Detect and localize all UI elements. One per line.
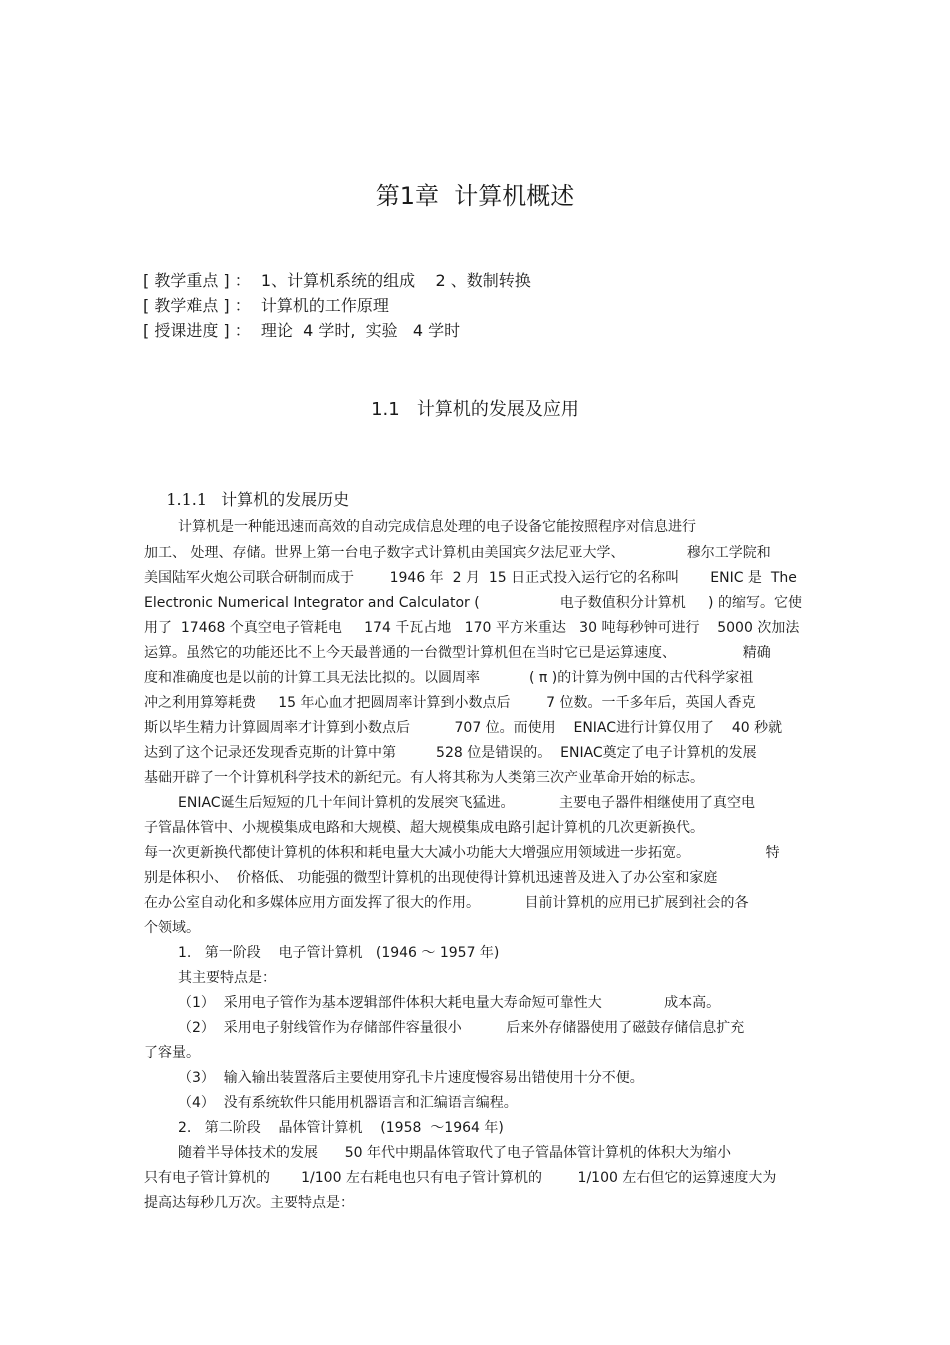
body-line: 随着半导体技术的发展 50 年代中期晶体管取代了电子管晶体管计算机的体积大为缩小 <box>178 1145 731 1161</box>
teaching-key-points: [ 教学重点 ] ： 1、计算机系统的组成 2 、数制转换 <box>143 271 531 290</box>
body-line: 子管晶体管中、小规模集成电路和大规模、超大规模集成电路引起计算机的几次更新换代。 <box>144 820 704 836</box>
subsection-number: 1.1.1 <box>166 490 208 509</box>
body-line: 只有电子管计算机的 1/100 左右耗电也只有电子管计算机的 1/100 左右但它的运算速度大为 <box>144 1170 777 1186</box>
body-line: Electronic Numerical Integrator and Calculator ( 电子数值积分计算机 ) 的缩写。它使 <box>144 595 802 611</box>
subsection-title: 计算机的发展历史 <box>221 490 350 509</box>
chapter-title: 第1章 计算机概述 <box>375 182 575 210</box>
body-line: 其主要特点是： <box>178 970 276 986</box>
teaching-schedule: [ 授课进度 ] ： 理论 4 学时, 实验 4 学时 <box>143 321 461 340</box>
body-line: 个领域。 <box>144 920 200 936</box>
body-line: 别是体积小、 价格低、 功能强的微型计算机的出现使得计算机迅速普及进入了办公室和家庭 <box>144 870 718 886</box>
body-line: 冲之利用算筹耗费 15 年心血才把圆周率计算到小数点后 7 位数。一千多年后，英国人香克 <box>144 695 756 711</box>
body-line: 了容量。 <box>144 1045 200 1061</box>
body-line: 斯以毕生精力计算圆周率才计算到小数点后 707 位。而使用 ENIAC进行计算仅用了 40 秒就 <box>144 720 783 736</box>
list-item: （4） 没有系统软件只能用机器语言和汇编语言编程。 <box>178 1095 518 1111</box>
body-line: 美国陆军火炮公司联合研制而成于 1946 年 2 月 15 日正式投入运行它的名称叫 ENIC 是 The <box>144 570 797 586</box>
body-line: 加工、 处理、存储。世界上第一台电子数字式计算机由美国宾夕法尼亚大学、 穆尔工学院和 <box>144 545 771 561</box>
body-line: 达到了这个记录还发现香克斯的计算中第 528 位是错误的。 ENIAC奠定了电子计算机的发展 <box>144 745 757 761</box>
list-item: （2） 采用电子射线管作为存储部件容量很小 后来外存储器使用了磁鼓存储信息扩充 <box>178 1020 745 1036</box>
body-line: 计算机是一种能迅速而高效的自动完成信息处理的电子设备它能按照程序对信息进行 <box>178 519 696 535</box>
body-line: ENIAC诞生后短短的几十年间计算机的发展突飞猛进。 主要电子器件相继使用了真空电 <box>178 795 756 811</box>
stage-heading: 1. 第一阶段 电子管计算机 (1946 ～ 1957 年) <box>178 945 500 961</box>
list-item: （1） 采用电子管作为基本逻辑部件体积大耗电量大寿命短可靠性大 成本高。 <box>178 995 721 1011</box>
body-line: 基础开辟了一个计算机科学技术的新纪元。有人将其称为人类第三次产业革命开始的标志。 <box>144 770 704 786</box>
body-line: 用了 17468 个真空电子管耗电 174 千瓦占地 170 平方米重达 30 吨每秒钟可进行 5000 次加法 <box>144 620 800 636</box>
body-line: 度和准确度也是以前的计算工具无法比拟的。以圆周率 ( π )的计算为例中国的古代科学家祖 <box>144 670 754 686</box>
body-line: 运算。虽然它的功能还比不上今天最普通的一台微型计算机但在当时它已是运算速度、 精确 <box>144 645 771 661</box>
body-line: 每一次更新换代都使计算机的体积和耗电量大大减小功能大大增强应用领域进一步拓宽。 特 <box>144 845 780 861</box>
stage-heading: 2. 第二阶段 晶体管计算机 (1958 ～1964 年) <box>178 1120 504 1136</box>
body-line: 在办公室自动化和多媒体应用方面发挥了很大的作用。 目前计算机的应用已扩展到社会的各 <box>144 895 749 911</box>
body-line: 提高达每秒几万次。主要特点是： <box>144 1195 354 1211</box>
section-title: 1.1 计算机的发展及应用 <box>371 399 579 420</box>
list-item: （3） 输入输出装置落后主要使用穿孔卡片速度慢容易出错使用十分不便。 <box>178 1070 644 1086</box>
teaching-difficulties: [ 教学难点 ] ： 计算机的工作原理 <box>143 296 389 315</box>
